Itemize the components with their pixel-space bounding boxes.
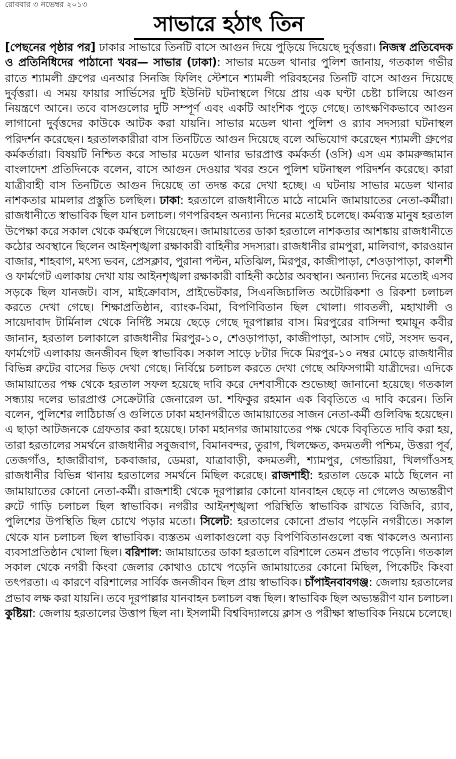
sylhet-label: সিলেট xyxy=(200,515,230,529)
kushtia-paragraph: : জেলায় হরতালের উত্তাপ ছিল না। ইসলামী বিশ্ববিদ্যালয়ে ক্লাস ও পরীক্ষা স্বাভাবিক নিয়মে চলেছে। xyxy=(32,606,453,620)
continuation-marker: [পেছনের পৃষ্ঠার পর] xyxy=(5,41,96,54)
lead-text: ঢাকার সাভারে তিনটি বাসে আগুন দিয়ে পুড়িয়ে দিয়েছে দুর্বৃত্তরা। xyxy=(95,41,376,54)
chapainawabganj-paragraph: : জেলায় হরতালের প্রভাব লক্ষ করা যায়নি। তবে দূরপাল্লার যানবাহন চলাচল বন্ধ ছিল। স্বাভাবিক ছিল অভ্যন্তরীণ যান চলাচল। xyxy=(5,576,453,605)
dhaka-label: ঢাকা xyxy=(159,193,181,207)
page-header-strip: রোববার ৩ নভেম্বর ২০১৩ xyxy=(5,0,88,9)
barishal-label: বরিশাল xyxy=(125,545,159,559)
sylhet-paragraph: : হরতালের কোনো প্রভাব পড়েনি নগরীতে। সকাল থেকে যান চলাচল ছিল স্বাভাবিক। ব্যস্ততম এলাকাগুলো বড় বিপণিবিতানগুলো বন্ধ থাকলেও অন্যান্য ব্যবসাপ্রতিষ্ঠান খোলা ছিল। xyxy=(5,515,453,559)
kushtia-label: কুষ্টিয়া xyxy=(5,606,33,620)
rajshahi-paragraph: : হরতাল ডেকে মাঠে ছিলেন না জামায়াতের কোনো নেতা-কর্মী। রাজশাহী থেকে দূরপাল্লার কোনো যানবাহন ছেড়ে না গেলেও অভ্যন্তরীণ রুটে গাড়ি চলাচল ছিল স্বাভাবিক। নগরীর আইনশৃঙ্খলা পরিস্থিতি স্বাভাবিক রাখতে বিজিবি, র‌্যাব, পুলিশের উপস্থিতি ছিল চোখে পড়ার মতো। xyxy=(5,469,453,529)
byline: নিজস্ব প্রতিবেদক ও প্রতিনিধিদের পাঠানো খবর— সাভার (ঢাকা) xyxy=(5,41,453,70)
chapainawabganj-label: চাঁপাইনবাবগঞ্জ xyxy=(304,576,369,590)
dhaka-paragraph: : হরতালে রাজধানীতে মাঠে নামেনি জামায়াতের নেতা-কর্মীরা। রাজধানীতে স্বাভাবিক ছিল যান চলাচল। গণপরিবহন অন্যান্য দিনের মতোই চলেছে। কর্মব্যস্ত মানুষ হরতাল উপেক্ষা করে সকাল থেকে কর্মস্থলে গিয়েছেন। জামায়াতের ডাকা হরতালে নাশকতার আশঙ্কায় রাজধানীতে কঠোর অবস্থানে ছিলেন আইনশৃঙ্খলা রক্ষাকারী বাহিনীর সদস্যরা। রাজধানীর রামপুরা, মালিবাগ, কারওয়ান বাজার, শাহবাগ, মৎস্য ভবন, প্রেসক্লাব, পুরানা পল্টন, মতিঝিল, মিরপুর, কাজীপাড়া, শেওড়াপাড়া, কালশী ও ফার্মগেট এলাকায় দেখা যায় আইনশৃঙ্খলা রক্ষাকারী বাহিনী কঠোর অবস্থান। অন্যান্য দিনের মতোই এসব সড়কে ছিল যানজট। বাস, মাইক্রোবাস, প্রাইভেটকার, সিএনজিচালিত অটোরিকশা ও রিকশা চলাচল করতে দেখা গেছে। শিক্ষাপ্রতিষ্ঠান, ব্যাংক-বিমা, বিপণিবিতান ছিল খোলা। গাবতলী, মহাখালী ও সায়েদাবাদ টার্মিনাল থেকে নির্দিষ্ট সময়ে ছেড়ে গেছে দূরপাল্লার বাস। মিরপুরের বাসিন্দা হুমায়ূন কবীর জানান, হরতাল চলাকালে রাজধানীর মিরপুর-১০, শেওড়াপাড়া, কাজীপাড়া, আসাদ গেট, সংসদ ভবন, ফার্মগেট এলাকায় জনজীবন ছিল স্বাভাবিক। সকাল সাড়ে ৮টার দিকে মিরপুর-১০ নম্বর মোড়ে রাজধানীর বিভিন্ন রুটের বাসের ভিড় দেখা গেছে। নির্বিঘ্নে চলাচল করতে দেখা গেছে অফিসগামী যাত্রীদের। এদিকে জামায়াতের পক্ষ থেকে হরতাল সফল হয়েছে দাবি করে দেশবাসীকে শুভেচ্ছা জানানো হয়েছে। গতকাল সন্ধ্যায় দলের ভারপ্রাপ্ত সেক্রেটারি জেনারেল ডা. শফিকুর রহমান এক বিবৃতিতে এ দাবি করেন। তিনি বলেন, পুলিশের লাঠিচার্জ ও গুলিতে ঢাকা মহানগরীতে জামায়াতের সাজন নেতা-কর্মী গুলিবিদ্ধ হয়েছেন। এ ছাড়া আটজনকে গ্রেফতার করা হয়েছে। ঢাকা মহানগর জামায়াতের পক্ষ থেকে বিবৃতিতে দাবি করা হয়, তারা হরতালের সমর্থনে রাজধানীর সবুজবাগ, বিমানবন্দর, তুরাগ, খিলক্ষেত, কদমতলী পশ্চিম, উত্তরা পূর্ব, তেজগাঁও, হাজারীবাগ, চকবাজার, ডেমরা, যাত্রাবাড়ী, কদমতলী, শ্যামপুর, গেন্ডারিয়া, খিলগাঁওসহ রাজধানীর বিভিন্ন থানায় হরতালের সমর্থনে মিছিল করেছে। xyxy=(5,193,453,483)
article-body xyxy=(5,40,453,621)
headline: সাভারে হঠাৎ তিন xyxy=(134,10,324,40)
savar-paragraph: : সাভার মডেল থানার পুলিশ জানায়, গতকাল গভীর রাতে শ্যামলী গ্রুপের এনআর সিনজি ফিলিং স্টেশনে শ্যামলী পরিবহনের তিনটি বাসে আগুন দিয়েছে দুর্বৃত্তরা। এ সময় ফায়ার সার্ভিসের দুটি ইউনিট ঘটনাস্থলে গিয়ে প্রায় এক ঘণ্টা চেষ্টা চালিয়ে আগুন নিয়ন্ত্রণে আনে। তবে বাসগুলোর দুটি সম্পূর্ণ এবং একটি আংশিক পুড়ে গেছে। তাৎক্ষণিকভাবে আগুন লাগানো দুর্বৃত্তদের কাউকে আটক করা যায়নি। সাভার মডেল থানা পুলিশ ও র‌্যাব সদস্যরা ঘটনাস্থল পরিদর্শন করেছেন। হরতালকারীরা বাস তিনটিতে আগুন দিয়েছে বলে অভিযোগ করেছেন শ্যামলী গ্রুপের কর্মকর্তারা। বিষয়টি নিশ্চিত করে সাভার মডেল থানার ভারপ্রাপ্ত কর্মকর্তা (ওসি) এস এম কামরুজ্জামান বাংলাদেশ প্রতিদিনকে বলেন, বাসে আগুন দেওয়ার খবর শুনে পুলিশ ঘটনাস্থল পরিদর্শন করেছে। কারা যাত্রীবাহী বাস তিনটিতে আগুন দিয়েছে তা তদন্ত করে দেখা হচ্ছে। এ ঘটনায় সাভার মডেল থানার নাশকতার মামলার প্রস্তুতি চলছিল। xyxy=(5,56,454,207)
rajshahi-label: রাজশাহী xyxy=(271,469,310,483)
barishal-paragraph: : জামায়াতের ডাকা হরতালে বরিশালে তেমন প্রভাব পড়েনি। গতকাল সকাল থেকে নগরী কিংবা জেলার কোথাও চোখে পড়েনি জামায়াতের কোনো মিছিল, পিকেটিং কিংবা তৎপরতা। এ কারণে বরিশালের সার্বিক জনজীবন ছিল প্রায় স্বাভাবিক। xyxy=(5,545,453,590)
headline-wrap xyxy=(5,10,453,40)
